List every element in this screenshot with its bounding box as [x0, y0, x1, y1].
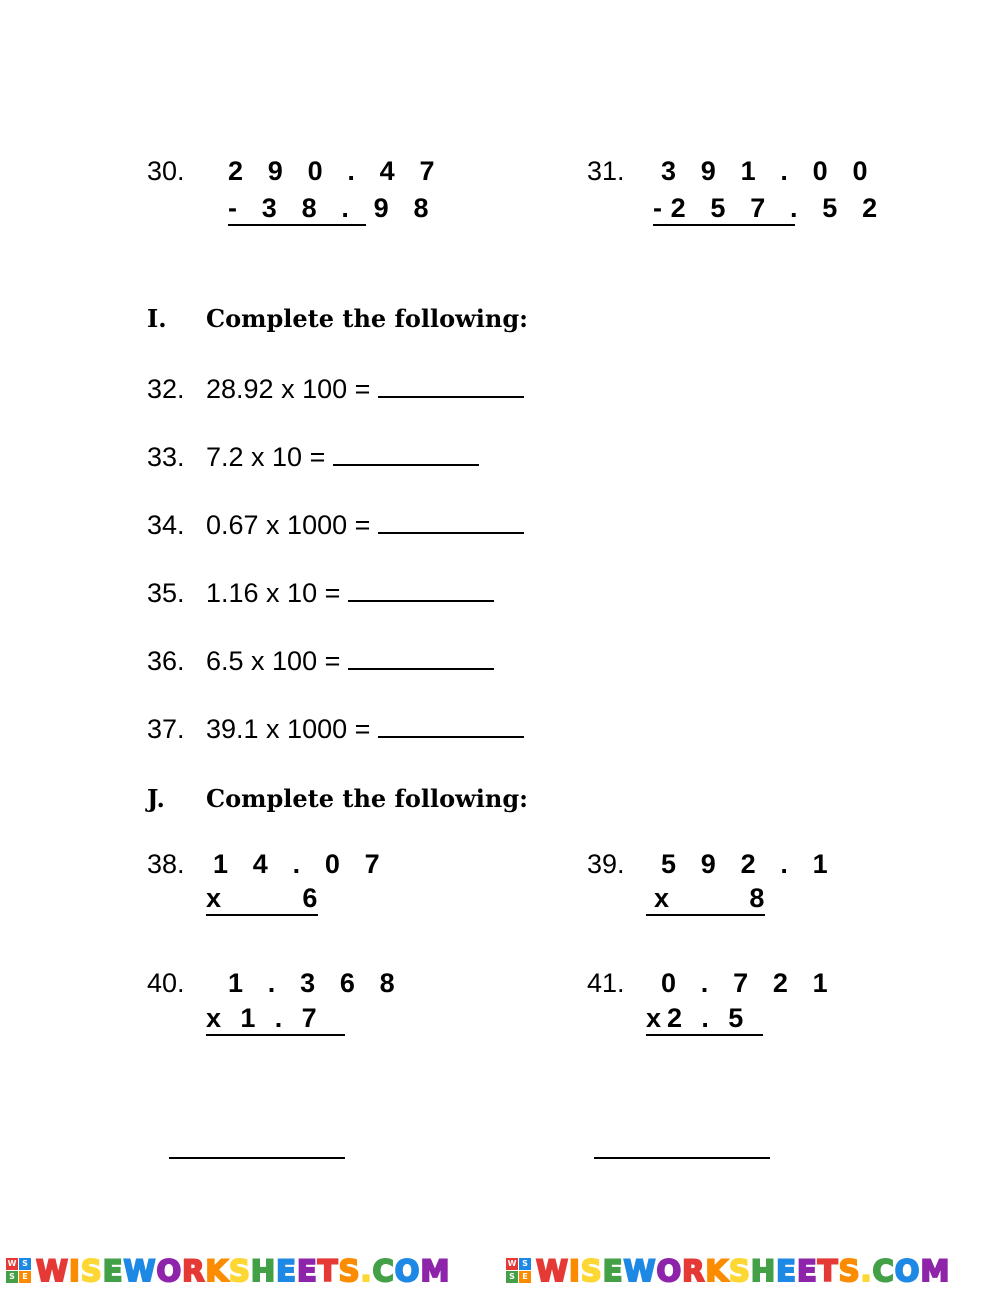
watermark-letter: W [36, 1254, 69, 1288]
watermark-letter: W [536, 1254, 569, 1288]
problem-number: 33. [147, 442, 185, 472]
minuend: 3 9 1 . 0 0 [661, 156, 877, 186]
operator: x [206, 883, 230, 913]
watermark-letter: S [580, 1254, 603, 1288]
section-label: I. [147, 304, 167, 333]
watermark-letter: S [838, 1254, 861, 1288]
problem-number: 31. [587, 156, 625, 186]
section-title: Complete the following: [206, 784, 528, 813]
watermark-letter: O [394, 1254, 421, 1288]
multiplier-value: 6 [302, 883, 326, 913]
expression-text: 0.67 x 1000 = [206, 510, 371, 540]
watermark-letter: W [623, 1254, 657, 1288]
multiplicand: 1 . 3 6 8 [228, 968, 404, 998]
watermark-letter: T [317, 1254, 339, 1288]
watermark-letter: T [817, 1254, 839, 1288]
multiplier [646, 883, 773, 916]
problem-number: 34. [147, 510, 185, 540]
watermark-letter: C [872, 1254, 895, 1288]
multiplicand: 1 4 . 0 7 [213, 849, 389, 879]
expression [206, 510, 524, 541]
subtrahend: -2 5 7 . 5 2 [653, 193, 795, 226]
watermark-letter: H [250, 1254, 277, 1288]
multiplier: x 1 . 7 [206, 1003, 345, 1036]
expression [206, 374, 524, 405]
watermark-letter: M [420, 1254, 451, 1288]
expression-text: 7.2 x 10 = [206, 442, 326, 472]
watermark-letter: . [360, 1254, 373, 1288]
multiplier [206, 883, 326, 916]
expression [206, 578, 494, 609]
watermark-letter: E [602, 1254, 624, 1288]
answer-blank[interactable] [333, 442, 479, 466]
multiplicand: 5 9 2 . 1 [661, 849, 837, 879]
watermark-letter: W [123, 1254, 157, 1288]
watermark-letter: O [156, 1254, 183, 1288]
multiplicand: 0 . 7 2 1 [661, 968, 837, 998]
watermark-letter: O [656, 1254, 683, 1288]
expression-text: 28.92 x 100 = [206, 374, 371, 404]
answer-blank[interactable] [348, 646, 494, 670]
expression [206, 646, 494, 677]
multiplier: x2 . 5 [646, 1003, 763, 1036]
watermark-letter: R [682, 1254, 706, 1288]
answer-line[interactable] [169, 1157, 345, 1159]
watermark-letter: S [338, 1254, 361, 1288]
watermark-text [536, 1254, 950, 1288]
logo-icon: W S S E [506, 1258, 532, 1284]
subtrahend: - 3 8 . 9 8 [228, 193, 366, 226]
watermark-letter: I [569, 1254, 581, 1288]
problem-number: 30. [147, 156, 185, 186]
problem-number: 38. [147, 849, 185, 879]
watermark-letter: S [80, 1254, 103, 1288]
watermark-letter: H [750, 1254, 777, 1288]
watermark-letter: O [894, 1254, 921, 1288]
watermark-text [36, 1254, 450, 1288]
watermark-letter: E [276, 1254, 297, 1288]
expression [206, 442, 479, 473]
multiplier-value: 8 [749, 883, 773, 913]
problem-number: 32. [147, 374, 185, 404]
minuend: 2 9 0 . 4 7 [228, 156, 444, 186]
watermark-letter: K [205, 1254, 229, 1288]
watermark-letter: . [860, 1254, 873, 1288]
watermark-letter: C [372, 1254, 395, 1288]
answer-blank[interactable] [348, 578, 494, 602]
footer-watermark [0, 1254, 1000, 1288]
watermark-letter: E [102, 1254, 124, 1288]
expression [206, 714, 524, 745]
problem-number: 39. [587, 849, 625, 879]
problem-number: 36. [147, 646, 185, 676]
problem-number: 40. [147, 968, 185, 998]
watermark-letter: M [920, 1254, 951, 1288]
expression-text: 1.16 x 10 = [206, 578, 341, 608]
watermark-letter: I [69, 1254, 81, 1288]
watermark-letter: E [796, 1254, 818, 1288]
watermark-letter: K [705, 1254, 729, 1288]
watermark-letter: E [776, 1254, 797, 1288]
watermark-letter: S [228, 1254, 251, 1288]
answer-blank[interactable] [378, 374, 524, 398]
expression-text: 6.5 x 100 = [206, 646, 341, 676]
section-title: Complete the following: [206, 304, 528, 333]
answer-blank[interactable] [378, 510, 524, 534]
watermark-letter: E [296, 1254, 318, 1288]
watermark-letter: R [182, 1254, 206, 1288]
section-label: J. [147, 784, 165, 813]
problem-number: 41. [587, 968, 625, 998]
expression-text: 39.1 x 1000 = [206, 714, 371, 744]
problem-number: 35. [147, 578, 185, 608]
problem-number: 37. [147, 714, 185, 744]
watermark-letter: S [728, 1254, 751, 1288]
operator: x [654, 883, 678, 913]
answer-blank[interactable] [378, 714, 524, 738]
logo-icon: W S S E [6, 1258, 32, 1284]
answer-line[interactable] [594, 1157, 770, 1159]
